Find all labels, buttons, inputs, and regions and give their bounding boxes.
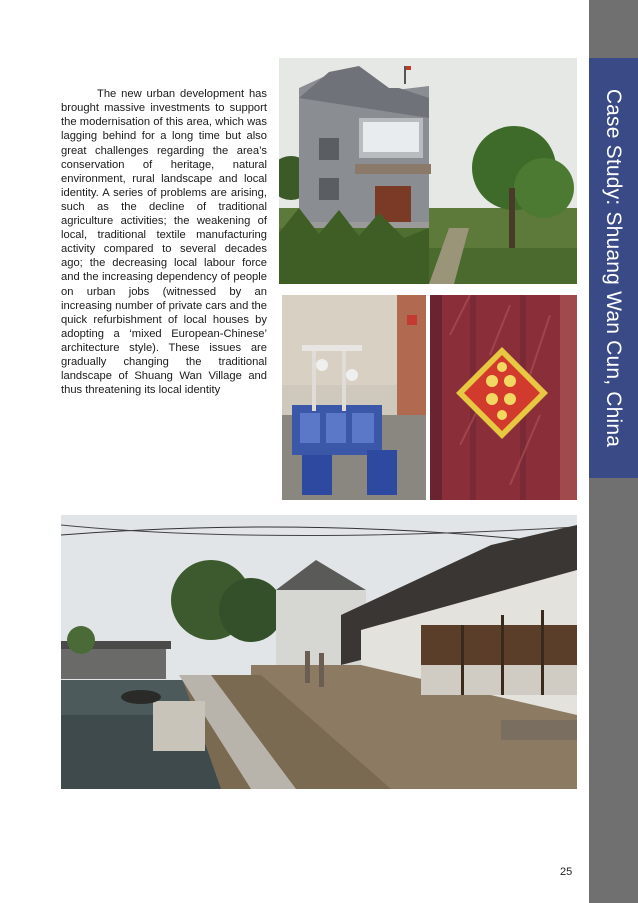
textile-machinery-photo: [282, 295, 426, 500]
village-house-photo: [279, 58, 577, 284]
body-paragraph: The new urban development has brought massive investments to support the modernisation of this area, which was lagging behind for a long time but also great challenges regarding the area’s conservation of heritage, natural environment, rural landscape and local identity. A series of problems are arising, such as the decline of traditional agriculture activities; the weakening of local, traditional textile manufacturing activity compared to several decades ago; the decreasing local labour force and the increasing dependency of people on urban jobs (witnessed by an increasing number of private cars and the quick refurbishment of local houses by adopting a ‘mixed European-Chinese’ architecture style). These issues are gradually changing the traditional landscape of Shuang Wan Village and thus threatening its local identity: [61, 88, 267, 397]
canal-street-photo: [61, 515, 577, 789]
page-number: 25: [560, 866, 573, 878]
section-title: Case Study: Shuang Wan Cun, China: [602, 88, 625, 448]
red-door-photo: [430, 295, 577, 500]
